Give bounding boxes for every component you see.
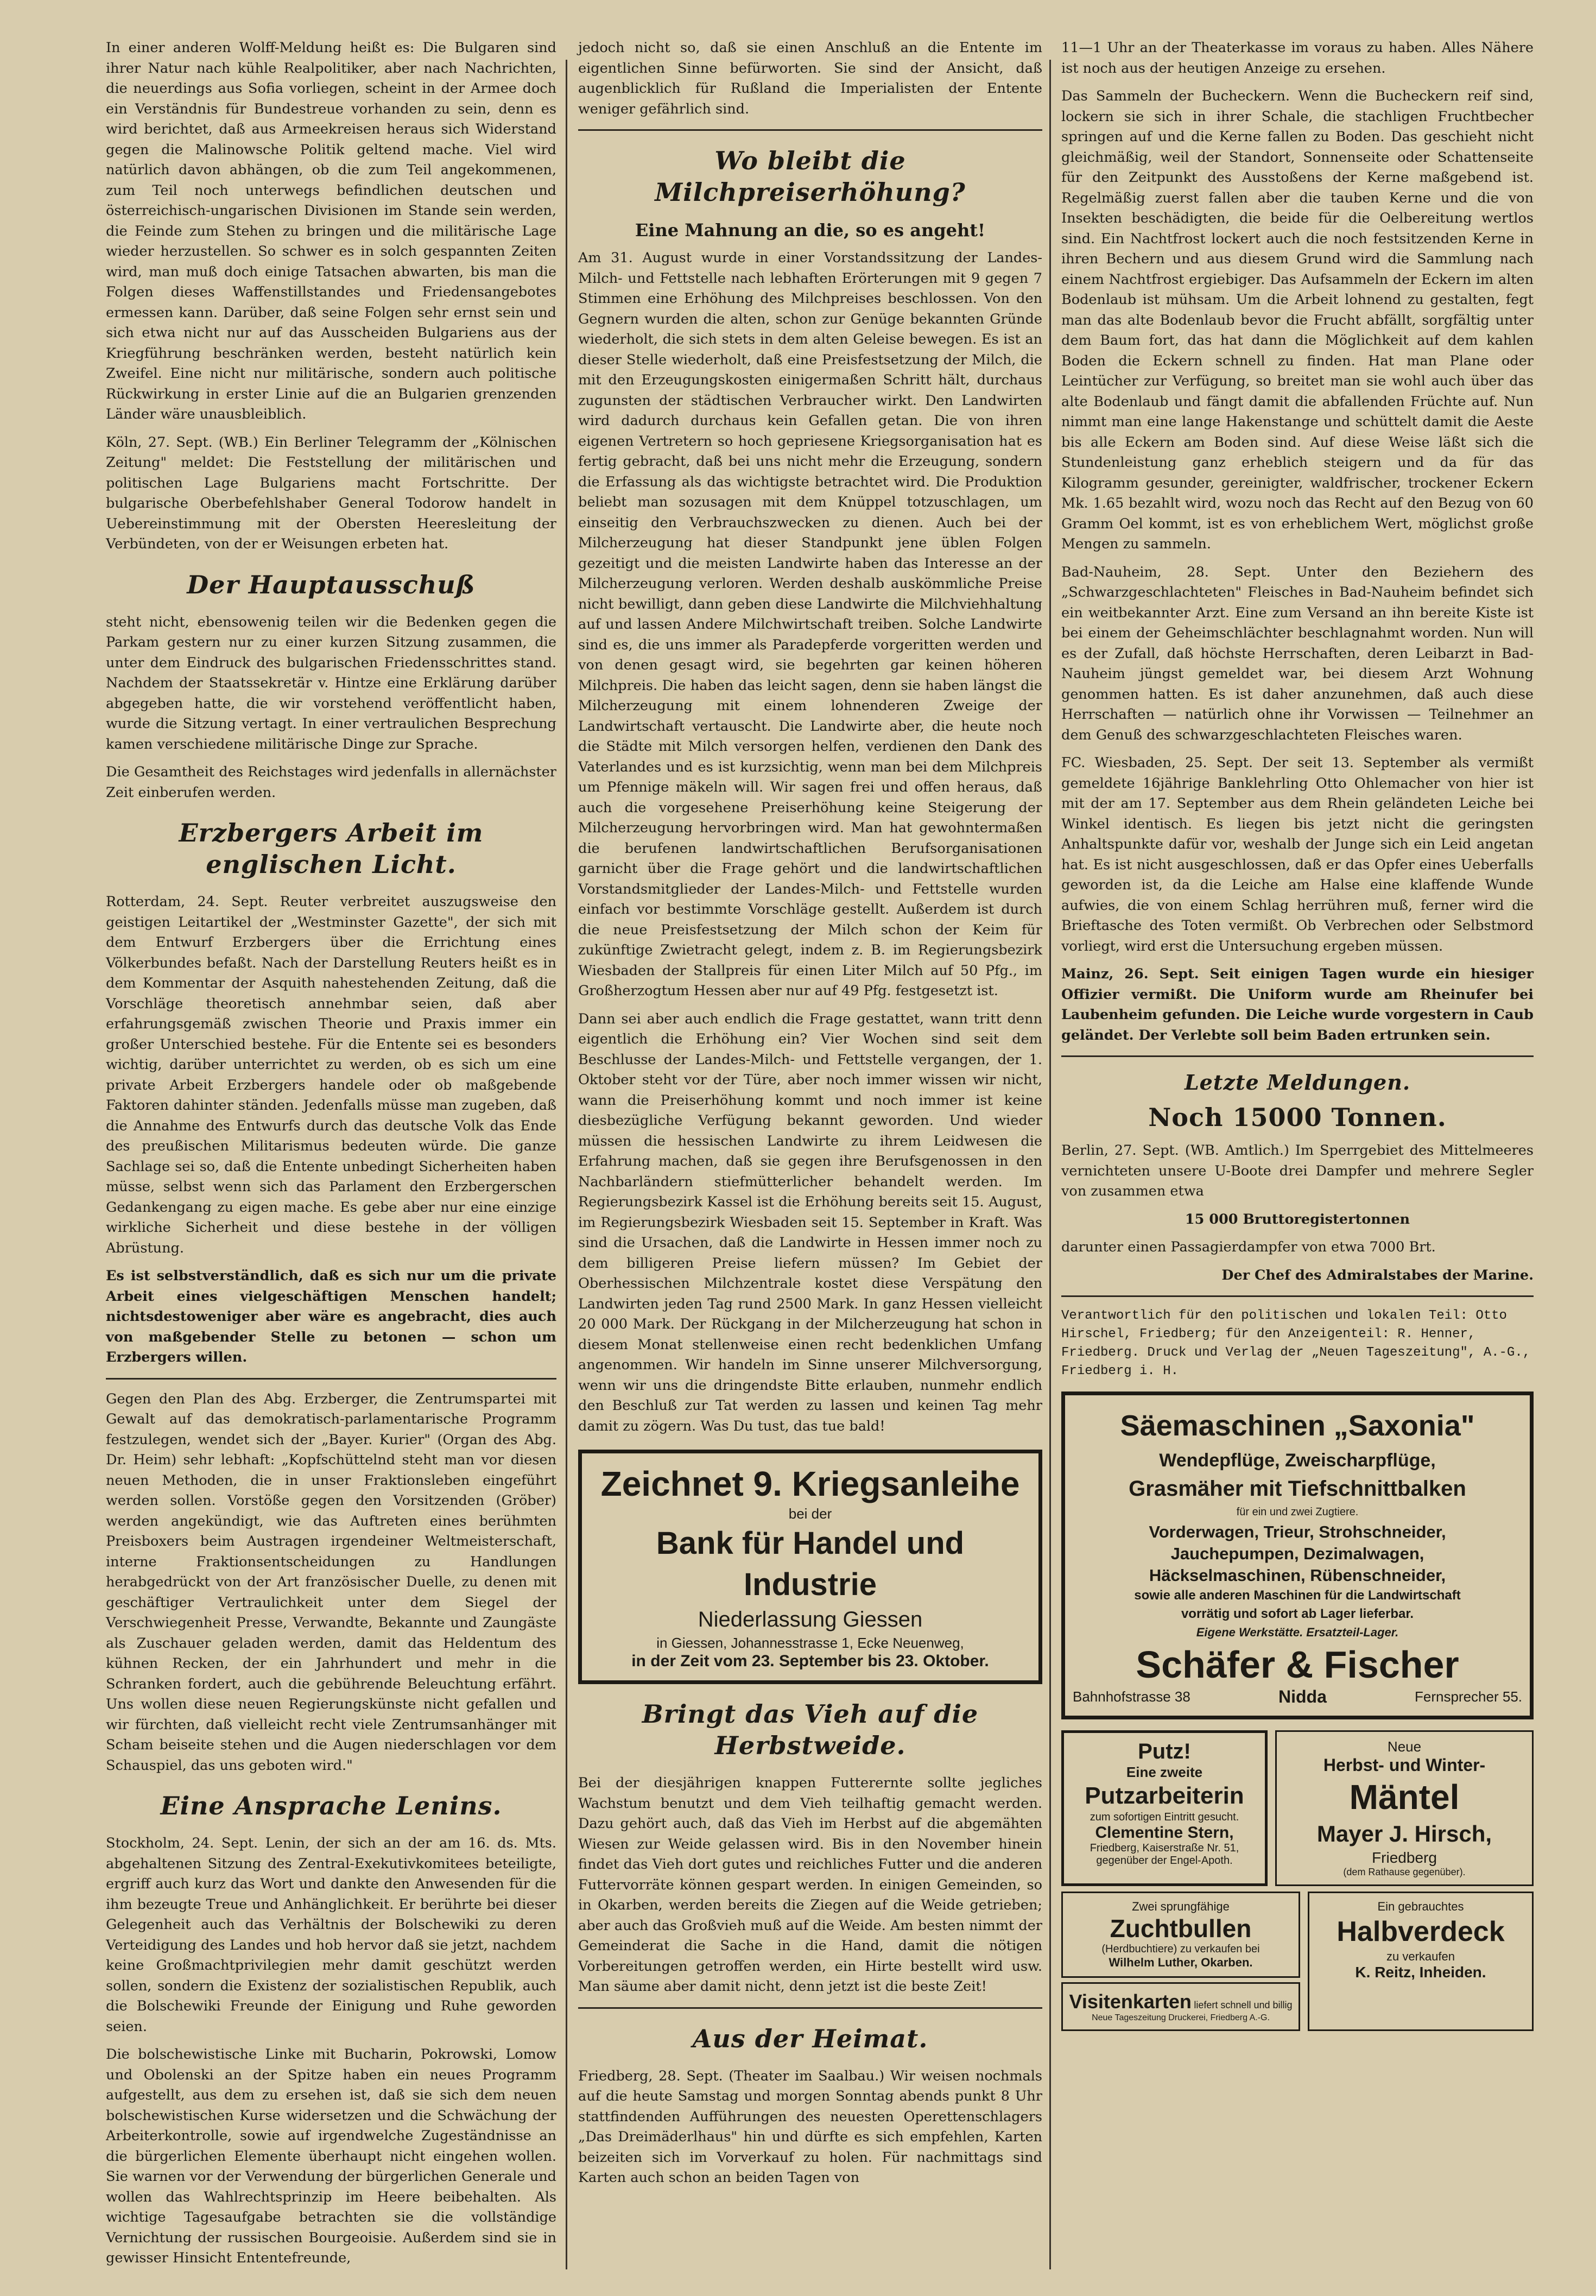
imprint: Verantwortlich für den politischen und lokalen Teil: Otto Hirschel, Friedberg; für den Anzeigenteil: R. Henner, Friedberg. Druck und Verlag der „Neuen Tageszeitung", A.-G., Friedberg i. H. bbox=[1061, 1308, 1531, 1378]
ads-stack bbox=[1061, 1892, 1300, 2031]
ad-text: Zwei sprungfähige bbox=[1132, 1900, 1230, 1913]
ad-text: zum sofortigen Eintritt gesucht. bbox=[1090, 1811, 1239, 1823]
ad-text: Herbst- und Winter- bbox=[1323, 1755, 1486, 1775]
article-paragraph: 15 000 Bruttoregistertonnen bbox=[1185, 1211, 1410, 1228]
article-paragraph: Der Chef des Admiralstabes der Marine. bbox=[1221, 1267, 1534, 1283]
ad-text: für ein und zwei Zugtiere. bbox=[1236, 1506, 1359, 1518]
ad-branch: Niederlassung Giessen bbox=[698, 1608, 923, 1631]
headline: Eine Ansprache Lenins. bbox=[160, 1791, 502, 1820]
separator bbox=[578, 129, 1042, 131]
article-paragraph: Bad-Nauheim, 28. Sept. Unter den Beziehern des „Schwarzgeschlachteten" Fleisches in Bad-Nauheim befindet sich ein weitbekannter Arzt. Eine zum Versand an ihn bereite Kiste ist bei einem der Geheimschlächter beschlagnahmt worden. Nun will es der Zufall, daß höchste Herrschaften, deren Leibarzt in Bad-Nauheim jüngst gemeldet war, bei diesem Arzt Wohnung genommen hatten. Es ist daher anzunehmen, daß auch diese Herrschaften — natürlich ohne ihr Vorwissen — Teilnehmer an dem Genuß des schwarzgeschlachteten Fleisches waren. bbox=[1061, 564, 1534, 743]
ad-text: Jauchepumpen, Dezimalwagen, bbox=[1170, 1544, 1424, 1563]
putz-advertisement bbox=[1061, 1730, 1268, 1886]
ad-headline: Mäntel bbox=[1349, 1778, 1460, 1817]
ad-text: K. Reitz, Inheiden. bbox=[1355, 1964, 1486, 1981]
ad-text: Neue Tageszeitung Druckerei, Friedberg A.-G. bbox=[1092, 2013, 1270, 2022]
column-3 bbox=[1061, 38, 1534, 2031]
ad-text: Eine zweite bbox=[1126, 1764, 1203, 1780]
ad-firm-name: Schäfer & Fischer bbox=[1136, 1643, 1459, 1686]
ad-town: Nidda bbox=[1278, 1687, 1327, 1706]
article-paragraph: Die bolschewistische Linke mit Bucharin, Pokrowski, Lomow und Obolenski an der Spitze haben ein neues Programm aufgestellt, aus dem zu ersehen ist, daß sie sich dem neuen bolschewistischen Kurse widersetzen und die Schwächung der Arbeiterkontrolle, sowie auf irgendwelche Zugeständnisse an die bürgerlichen Elemente überhaupt nicht eingehen wollen. Sie warnen vor der Verwendung der bürgerlichen Generale und wollen das Wahlrechtsprinzip im Heere beibehalten. Als wichtige Tagesaufgabe betrachten sie die vollständige Vernichtung der russischen Bourgeoisie. Außerdem sind sie in gewisser Hinsicht Ententefreunde, bbox=[106, 2046, 556, 2266]
headline: Der Hauptausschuß bbox=[187, 570, 476, 599]
article-paragraph: FC. Wiesbaden, 25. Sept. Der seit 13. September als vermißt gemeldete 16jährige Banklehrling Otto Ohlemacher von hier ist mit der am 17. September aus dem Rhein geländeten Leiche bei Winkel identisch. Es liegen bis jetzt nicht die geringsten Anhaltspunkte dafür vor, weshalb der Junge sich ein Leid angetan hat. Es ist nicht ausgeschlossen, daß er das Opfer eines Ueberfalls geworden ist, da die Leiche am Halse eine klaffende Wunde aufwies, die von einem Schlag herrühren muß, ferner wird die Brieftasche des Toten vermißt. Ob Verbrechen oder Selbstmord vorliegt, wird erst die Untersuchung ergeben müssen. bbox=[1061, 755, 1534, 954]
ad-text: Vorderwagen, Trieur, Strohschneider, bbox=[1149, 1522, 1446, 1541]
ad-headline: Visitenkarten bbox=[1069, 1990, 1192, 2013]
article-paragraph: Dann sei aber auch endlich die Frage gestattet, wann tritt denn eigentlich die Erhöhung ein? Vier Wochen sind seit dem Beschlusse der Landes-Milch- und Fettstelle vergangen, der 1. Oktober steht vor der Türe, aber noch immer wissen wir nicht, wann die Preiserhöhung kommt und noch immer ist keine diesbezügliche Verfügung bekannt geworden. Und wieder müssen die hessischen Landwirte zu ihrem Leidwesen die Erfahrung machen, daß sie gegen ihre Berufsgenossen in den Nachbarländern stiefmütterlicher behandelt werden. Im Regierungsbezirk Kassel ist die Erhöhung bereits seit 15. August, im Regierungsbezirk Wiesbaden seit 15. September in Kraft. Was sind die Ursachen, daß die Landwirte in Hessen immer noch zu dem billigeren Preise liefern müssen? Im Gebiet der Oberhessischen Milchzentrale kostet diese Verspätung den Landwirten jeden Tag rund 2500 Mark. In ganz Hessen vielleicht 20 000 Mark. Der Rückgang in der Milcherzeugung hat schon in diesem Monat stellenweise einen recht bedenklichen Umfang angenommen. Wir handeln im Sinne unserer Milchversorgung, wenn wir uns die dringendste Bitte erlauben, nunmehr endlich den Beschluß zur Tat werden zu lassen und keinen Tag mehr damit zu zögern. Was Du tust, das tue bald! bbox=[578, 1010, 1042, 1434]
small-ads-row bbox=[1061, 1892, 1534, 2031]
ad-town: Friedberg bbox=[1372, 1849, 1437, 1866]
article-paragraph: Die Gesamtheit des Reichstages wird jedenfalls in allernächster Zeit einberufen werden. bbox=[106, 764, 556, 801]
coat-advertisement bbox=[1275, 1730, 1534, 1886]
bull-advertisement bbox=[1061, 1892, 1300, 1978]
article-paragraph: Stockholm, 24. Sept. Lenin, der sich an der am 16. ds. Mts. abgehaltenen Sitzung des Zentral-Exekutivkomitees beteiligte, ergriff auch kurz das Wort und dankte den Anwesenden für die ihm bezeugte Treue und Anhänglichkeit. Er berührte bei dieser Gelegenheit auch das Verhältnis der Bolschewiki zu deren Verteidigung des Landes und hob hervor daß sie jetzt, nachdem keine Großmachtprivilegien mehr damit geschützt werden sollen, sondern die Existenz der sozialistischen Republik, auch die Bolschewiki Freunde der Einigung und Ruhe geworden seien. bbox=[106, 1835, 556, 2035]
article-paragraph: darunter einen Passagierdampfer von etwa 7000 Brt. bbox=[1061, 1239, 1436, 1255]
carriage-advertisement bbox=[1308, 1892, 1534, 2031]
separator bbox=[106, 1378, 556, 1380]
separator bbox=[578, 2007, 1042, 2009]
separator bbox=[1061, 1055, 1534, 1057]
ad-text: Grasmäher mit Tiefschnittbalken bbox=[1129, 1477, 1466, 1501]
article-paragraph: Friedberg, 28. Sept. (Theater im Saalbau.) Wir weisen nochmals auf die heute Samstag und morgen Sonntag abends punkt 8 Uhr stattfindenden Aufführungen des neuesten Operettenschlagers „Das Dreimäderlhaus" hin und dürfte es sich empfehlen, Karten beizeiten sich im Vorverkauf zu holen. Für nachmittags sind Karten auch schon an beiden Tagen von bbox=[578, 2067, 1042, 2186]
ad-text: Ein gebrauchtes bbox=[1377, 1900, 1464, 1913]
article-paragraph: In einer anderen Wolff-Meldung heißt es: Die Bulgaren sind ihrer Natur nach kühle Realpolitiker, aber nach Nachrichten, die neuerdings aus Sofia vorliegen, scheint in der Armee doch ein Verständnis für Bundestreue vorhanden zu sein, denn es wird berichtet, daß aus Armeekreisen heraus sich Widerstand gegen die Malinowsche Politik geltend mache. Viel wird natürlich davon abhängen, ob die zum Teil angekommenen, zum Teil noch unterwegs befindlichen deutschen und österreichisch-ungarischen Divisionen im Stande sein werden, die Feinde zum Stehen zu bringen und die militärische Lage wieder herzustellen. So schwer es in solch gespannten Zeiten wird, man muß doch einige Tatsachen abwarten, bis man die Folgen dieses Waffenstillstandes und Friedensangebotes ermessen kann. Darüber, daß seine Folgen sehr ernst sein und sich etwa nicht nur auf das Ausscheiden Bulgariens aus der Kriegführung beschränken werden, besteht natürlich kein Zweifel. Eine nicht nur militärische, sondern auch politische Rückwirkung in erster Linie auf die an Bulgarien grenzenden Länder wäre unausbleiblich. bbox=[106, 40, 556, 422]
ad-headline: Zuchtbullen bbox=[1110, 1914, 1252, 1943]
ad-text: Häckselmaschinen, Rübenschneider, bbox=[1149, 1566, 1446, 1585]
ad-headline: Halbverdeck bbox=[1337, 1916, 1505, 1947]
ad-text: Putzarbeiterin bbox=[1085, 1782, 1244, 1809]
ad-text: Neue bbox=[1387, 1738, 1422, 1755]
ad-address: Bahnhofstrasse 38 bbox=[1073, 1688, 1190, 1705]
ad-text: Friedberg, Kaiserstraße Nr. 51, gegenüber der Engel-Apoth. bbox=[1090, 1842, 1239, 1867]
headline: Letzte Meldungen. bbox=[1184, 1070, 1411, 1095]
ad-firm-name: Mayer J. Hirsch, bbox=[1316, 1821, 1492, 1846]
ad-text: liefert schnell und billig bbox=[1194, 2000, 1293, 2010]
column-1 bbox=[106, 38, 556, 2276]
article-paragraph: Am 31. August wurde in einer Vorstandssitzung der Landes-Milch- und Fettstelle nach lebhaften Erörterungen mit 9 gegen 7 Stimmen eine Erhöhung des Milchpreises beschlossen. Von den Gegnern wurden die alten, schon zur Genüge bekannten Gründe wiederholt, die sich stets in dem alten Geleise bewegen. Es ist an dieser Stelle wiederholt, daß eine Preisfestsetzung der Milch, die mit den Erzeugungskosten einigermaßen Schritt hält, durchaus zugunsten der städtischen Verbraucher wirkt. Den Landwirten wird dadurch durchaus kein Gefallen getan. Die von ihren eigenen Vertretern so hoch gepriesene Kriegsorganisation hat es fertig gebracht, daß bei uns nicht mehr die Erzeugung, sondern die Erfassung als das wichtigste betrachtet wird. Die Produktion beliebt man sozusagen mit dem Knüppel totzuschlagen, um einseitig den Verbrauchszwecken zu dienen. Auch bei der Milcherzeugung hat dieser Standpunkt jene üblen Folgen gezeitigt und die meisten Landwirte haben das Interesse an der Milcherzeugung verloren. Werden deshalb auskömmliche Preise nicht bewilligt, dann geben diese Landwirte die Milchviehhaltung auf und lassen Andere Milchwirtschaft treiben. Solche Landwirte sind es, die uns immer als Paradepferde vorgeritten werden und von denen gesagt wird, sie begehrten gar keinen höheren Milchpreis. Die haben das leicht sagen, denn sie haben längst die Milcherzeugung mit einem lohnenderen Zweige der Landwirtschaft vertauscht. Die Landwirte aber, die heute noch die Städte mit Milch versorgen helfen, verdienen den Dank des Vaterlandes und es ist kurzsichtig, wenn man bei dem Milchpreis um Pfennige mäkeln will. Wir sagen frei und offen heraus, daß auch die vorgesehene Preiserhöhung keine Steigerung der Milcherzeugung hervorbringen wird. Man hat gewohntermaßen die berufenen landwirtschaftlichen Berufsorganisationen garnicht über die Frage gehört und die landwirtschaftlichen Vorstandsmitglieder der Landes-Milch- und Fettstelle wurden einfach vor bestimmte Vorschläge gestellt. Außerdem ist durch die neue Preisfestsetzung der Milch schon der Keim für zukünftige Zwietracht gelegt, indem z. B. im Regierungsbezirk Wiesbaden der Stallpreis für einen Liter Milch auf 50 Pfg., im Großherzogtum Hessen aber nur auf 49 Pfg. festgesetzt ist. bbox=[578, 250, 1042, 999]
ad-text: zu verkaufen bbox=[1386, 1950, 1455, 1963]
ad-text: Wendepflüge, Zweischarpflüge, bbox=[1159, 1450, 1436, 1471]
ad-headline: Putz! bbox=[1138, 1740, 1191, 1763]
ad-bank-name: Bank für Handel und Industrie bbox=[656, 1526, 965, 1602]
separator bbox=[1061, 1295, 1534, 1297]
ad-text: Eigene Werkstätte. Ersatzteil-Lager. bbox=[1196, 1625, 1399, 1639]
card-advertisement bbox=[1061, 1982, 1300, 2031]
article-paragraph: 11—1 Uhr an der Theaterkasse im voraus zu haben. Alles Nähere ist noch aus der heutigen Anzeige zu ersehen. bbox=[1061, 40, 1534, 77]
article-paragraph: Rotterdam, 24. Sept. Reuter verbreitet auszugsweise den geistigen Leitartikel der „Westminster Gazette", der sich mit dem Entwurf Erzbergers über die Errichtung eines Völkerbundes befaßt. Nach der Darstellung Reuters heißt es in dem Kommentar der Asquith nahestehenden Zeitung, daß die Vorschläge theoretisch annehmbar seien, daß aber erfahrungsgemäß zwischen Theorie und Praxis immer ein großer Unterschied bestehe. Für die Entente sei es besonders wichtig, darüber unterrichtet zu werden, ob es sich um eine private Arbeit Erzbergers handele oder ob maßgebende Faktoren dahinter ständen. Jedenfalls müsse man zugeben, daß die Annahme des Entwurfs durch das deutsche Volk das Ende des preußischen Militarismus bedeuten würde. Die ganze Sachlage sei so, daß die Entente unbedingt Sicherheiten haben müsse, selbst wenn sich das Parlament den Erzbergerschen Gedankengang zu eigen mache. Es gebe aber nur eine einzige wirkliche Sicherheit und diese bestehe in der völligen Abrüstung. bbox=[106, 894, 556, 1256]
column-rule bbox=[1049, 60, 1051, 2269]
ad-text: (dem Rathause gegenüber). bbox=[1343, 1867, 1466, 1877]
ad-text: sowie alle anderen Maschinen für die Landwirtschaft bbox=[1134, 1588, 1461, 1603]
headline: Aus der Heimat. bbox=[692, 2023, 928, 2053]
subheadline: Eine Mahnung an die, so es angeht! bbox=[635, 220, 986, 241]
article-paragraph: Mainz, 26. Sept. Seit einigen Tagen wurde ein hiesiger Offizier vermißt. Die Uniform wurde am Rheinufer bei Laubenheim gefunden. Die Leiche wurde vorgestern in Caub geländet. Der Verlebte soll beim Baden ertrunken sein. bbox=[1061, 966, 1534, 1043]
small-ads-row bbox=[1061, 1730, 1534, 1886]
headline: Erzbergers Arbeit im englischen Licht. bbox=[179, 818, 484, 879]
article-paragraph: Es ist selbstverständlich, daß es sich nur um die private Arbeit eines vielgeschäftigen Menschen handelt; nichtsdestoweniger aber wäre es angebracht, dies auch von maßgebender Stelle zu betonen — schon um Erzbergers willen. bbox=[106, 1268, 556, 1365]
saxonia-advertisement bbox=[1061, 1391, 1534, 1719]
article-paragraph: Gegen den Plan des Abg. Erzberger, die Zentrumspartei mit Gewalt auf das demokratisch-parlamentarische Programm festzulegen, wendet sich der „Bayer. Kurier" (Organ des Abg. Dr. Heim) sehr lebhaft: „Kopfschüttelnd steht man vor diesen neuen Methoden, die in unser Fraktionsleben eingeführt werden sollen. Vorstöße gegen den Vorsitzenden (Gröber) werden angekündigt, wie das Auftreten eines berühmten Preisboxers beim Austragen irgendeiner Weltmeisterschaft, interne Fraktionsentscheidungen zu Handlungen herabgedrückt von der Art französischer Duelle, zu denen mit geschäftiger Vertraulichkeit unter dem Siegel der Verschwiegenheit Presse, Verwandte, Bekannte und Zaungäste als Zuschauer geladen werden, damit das Heldentum des kühnen Recken, der ein Jahrhundert und mehr in die Schranken fordert, auch die gebührende Beleuchtung erfährt. Uns wollen diese neuen Regierungskünste nicht gefallen und wir fürchten, daß vielleicht recht viele Zentrumsanhänger mit Scham beiseite stehen und die Augen niederschlagen vor dem Schauspiel, das uns geboten wird." bbox=[106, 1390, 556, 1774]
article-paragraph: Das Sammeln der Bucheckern. Wenn die Bucheckern reif sind, lockern sie sich in ihrer Schale, die stachligen Fruchtbecher springen auf und die Kerne fallen zu Boden. Das geschieht nicht gleichmäßig, weil der Standort, Sonnenseite oder Schattenseite für den Zeitpunkt des Ausstoßens der Kerne maßgebend ist. Regelmäßig zuerst fallen aber die tauben Kerne und die von Insekten beschädigten, die beide für die Oelbereitung wertlos sind. Ein Nachtfrost lockert auch die noch festsitzenden Kerne in ihren Bechern und aus diesem Grund wird die Sammlung nach einem Nachtfrost ergiebiger. Das Aufsammeln der Eckern im alten Bodenlaub ist mühsam. Um die Arbeit lohnend zu gestalten, fegt man das alte Bodenlaub bevor die Frucht abfällt, sorgfältig unter dem Baum fort, das hat dann die Möglichkeit auf dem kahlen Boden die Eckern schnell zu finden. Hat man Plane oder Leintücher zur Verfügung, so breitet man sie wohl auch über das alte Bodenlaub und fängt damit die abfallenden Früchte auf. Nun nimmt man eine lange Hakenstange und schüttelt damit die Aeste bis alle Eckern am Boden sind. Auf diese Weise läßt sich die Stundenleistung ganz erheblich steigern und da für das Kilogramm gesunder, gereinigter, waldfrischer, trockener Eckern Mk. 1.65 bezahlt wird, wozu noch das Recht auf den Bezug von 60 Gramm Oel kommt, ist es von erheblichem Wert, möglichst große Mengen zu sammeln. bbox=[1061, 88, 1534, 552]
article-paragraph: jedoch nicht so, daß sie einen Anschluß an die Entente im eigentlichen Sinne befürworten. Sie sind der Ansicht, daß augenblicklich für Rußland die Imperialisten der Entente weniger gefährlich sind. bbox=[578, 40, 1042, 117]
article-paragraph: Köln, 27. Sept. (WB.) Ein Berliner Telegramm der „Kölnischen Zeitung" meldet: Die Feststellung der militärischen und politischen Lage Bulgariens macht Fortschritte. Der bulgarische Oberbefehlshaber General Todorow handelt in Uebereinstimmung mit der Obersten Heeresleitung der Verbündeten, von der er Weisungen erbeten hat. bbox=[106, 434, 556, 552]
article-paragraph: steht nicht, ebensowenig teilen wir die Bedenken gegen die Parkam gestern nur zu einer kurzen Sitzung zusammen, die unter dem Eindruck des bulgarischen Friedensschrittes stand. Nachdem der Staatssekretär v. Hintze eine Erklärung darüber abgegeben hatte, die wir vorstehend veröffentlicht haben, wurde die Sitzung vertagt. In einer vertraulichen Besprechung kamen verschiedene militärische Dinge zur Sprache. bbox=[106, 613, 556, 752]
headline: Wo bleibt die Milchpreiserhöhung? bbox=[655, 146, 966, 207]
article-paragraph: Berlin, 27. Sept. (WB. Amtlich.) Im Sperrgebiet des Mittelmeeres vernichteten unsere U-Boote drei Dampfer und mehrere Segler von zusammen etwa bbox=[1061, 1142, 1534, 1199]
column-2 bbox=[578, 38, 1042, 2196]
ad-dates: in der Zeit vom 23. September bis 23. Oktober. bbox=[631, 1652, 989, 1670]
article-paragraph: Bei der diesjährigen knappen Futterernte sollte jegliches Wachstum benutzt und dem Vieh teilhaftig gemacht werden. Dazu gehört auch, daß das Vieh im Herbst auf die abgemähten Wiesen zur Weide gelassen wird. Bis in den November hinein findet das Vieh dort gutes und reichliches Futter und die anderen Futtervorräte können gespart werden. In einigen Gemeinden, so in Okarben, werden bereits die Ziegen auf die Weide getrieben; aber auch das Großvieh muß auf die Weide. Am besten nimmt der Gemeinderat die Sache in die Hand, damit die nötigen Vorbereitungen getroffen werden, ein Hirte bestellt wird usw. Man säume aber damit nicht, denn jetzt ist die beste Zeit! bbox=[578, 1775, 1042, 1995]
ad-text: (Herdbuchtiere) zu verkaufen bei bbox=[1101, 1943, 1260, 1955]
ad-headline: Säemaschinen „Saxonia" bbox=[1120, 1409, 1475, 1442]
ad-headline: Zeichnet 9. Kriegsanleihe bbox=[600, 1464, 1020, 1503]
ad-address: in Giessen, Johannesstrasse 1, Ecke Neuenweg, bbox=[656, 1635, 964, 1651]
ad-phone: Fernsprecher 55. bbox=[1415, 1688, 1522, 1705]
headline: Bringt das Vieh auf die Herbstweide. bbox=[642, 1699, 979, 1760]
ad-text: Clementine Stern, bbox=[1095, 1824, 1234, 1842]
headline: Noch 15000 Tonnen. bbox=[1148, 1103, 1447, 1132]
ad-text: vorrätig und sofort ab Lager lieferbar. bbox=[1181, 1606, 1414, 1621]
ad-text: Wilhelm Luther, Okarben. bbox=[1109, 1956, 1253, 1969]
column-rule bbox=[566, 60, 567, 2269]
ad-text: bei der bbox=[788, 1506, 832, 1522]
war-loan-advertisement bbox=[578, 1450, 1042, 1684]
